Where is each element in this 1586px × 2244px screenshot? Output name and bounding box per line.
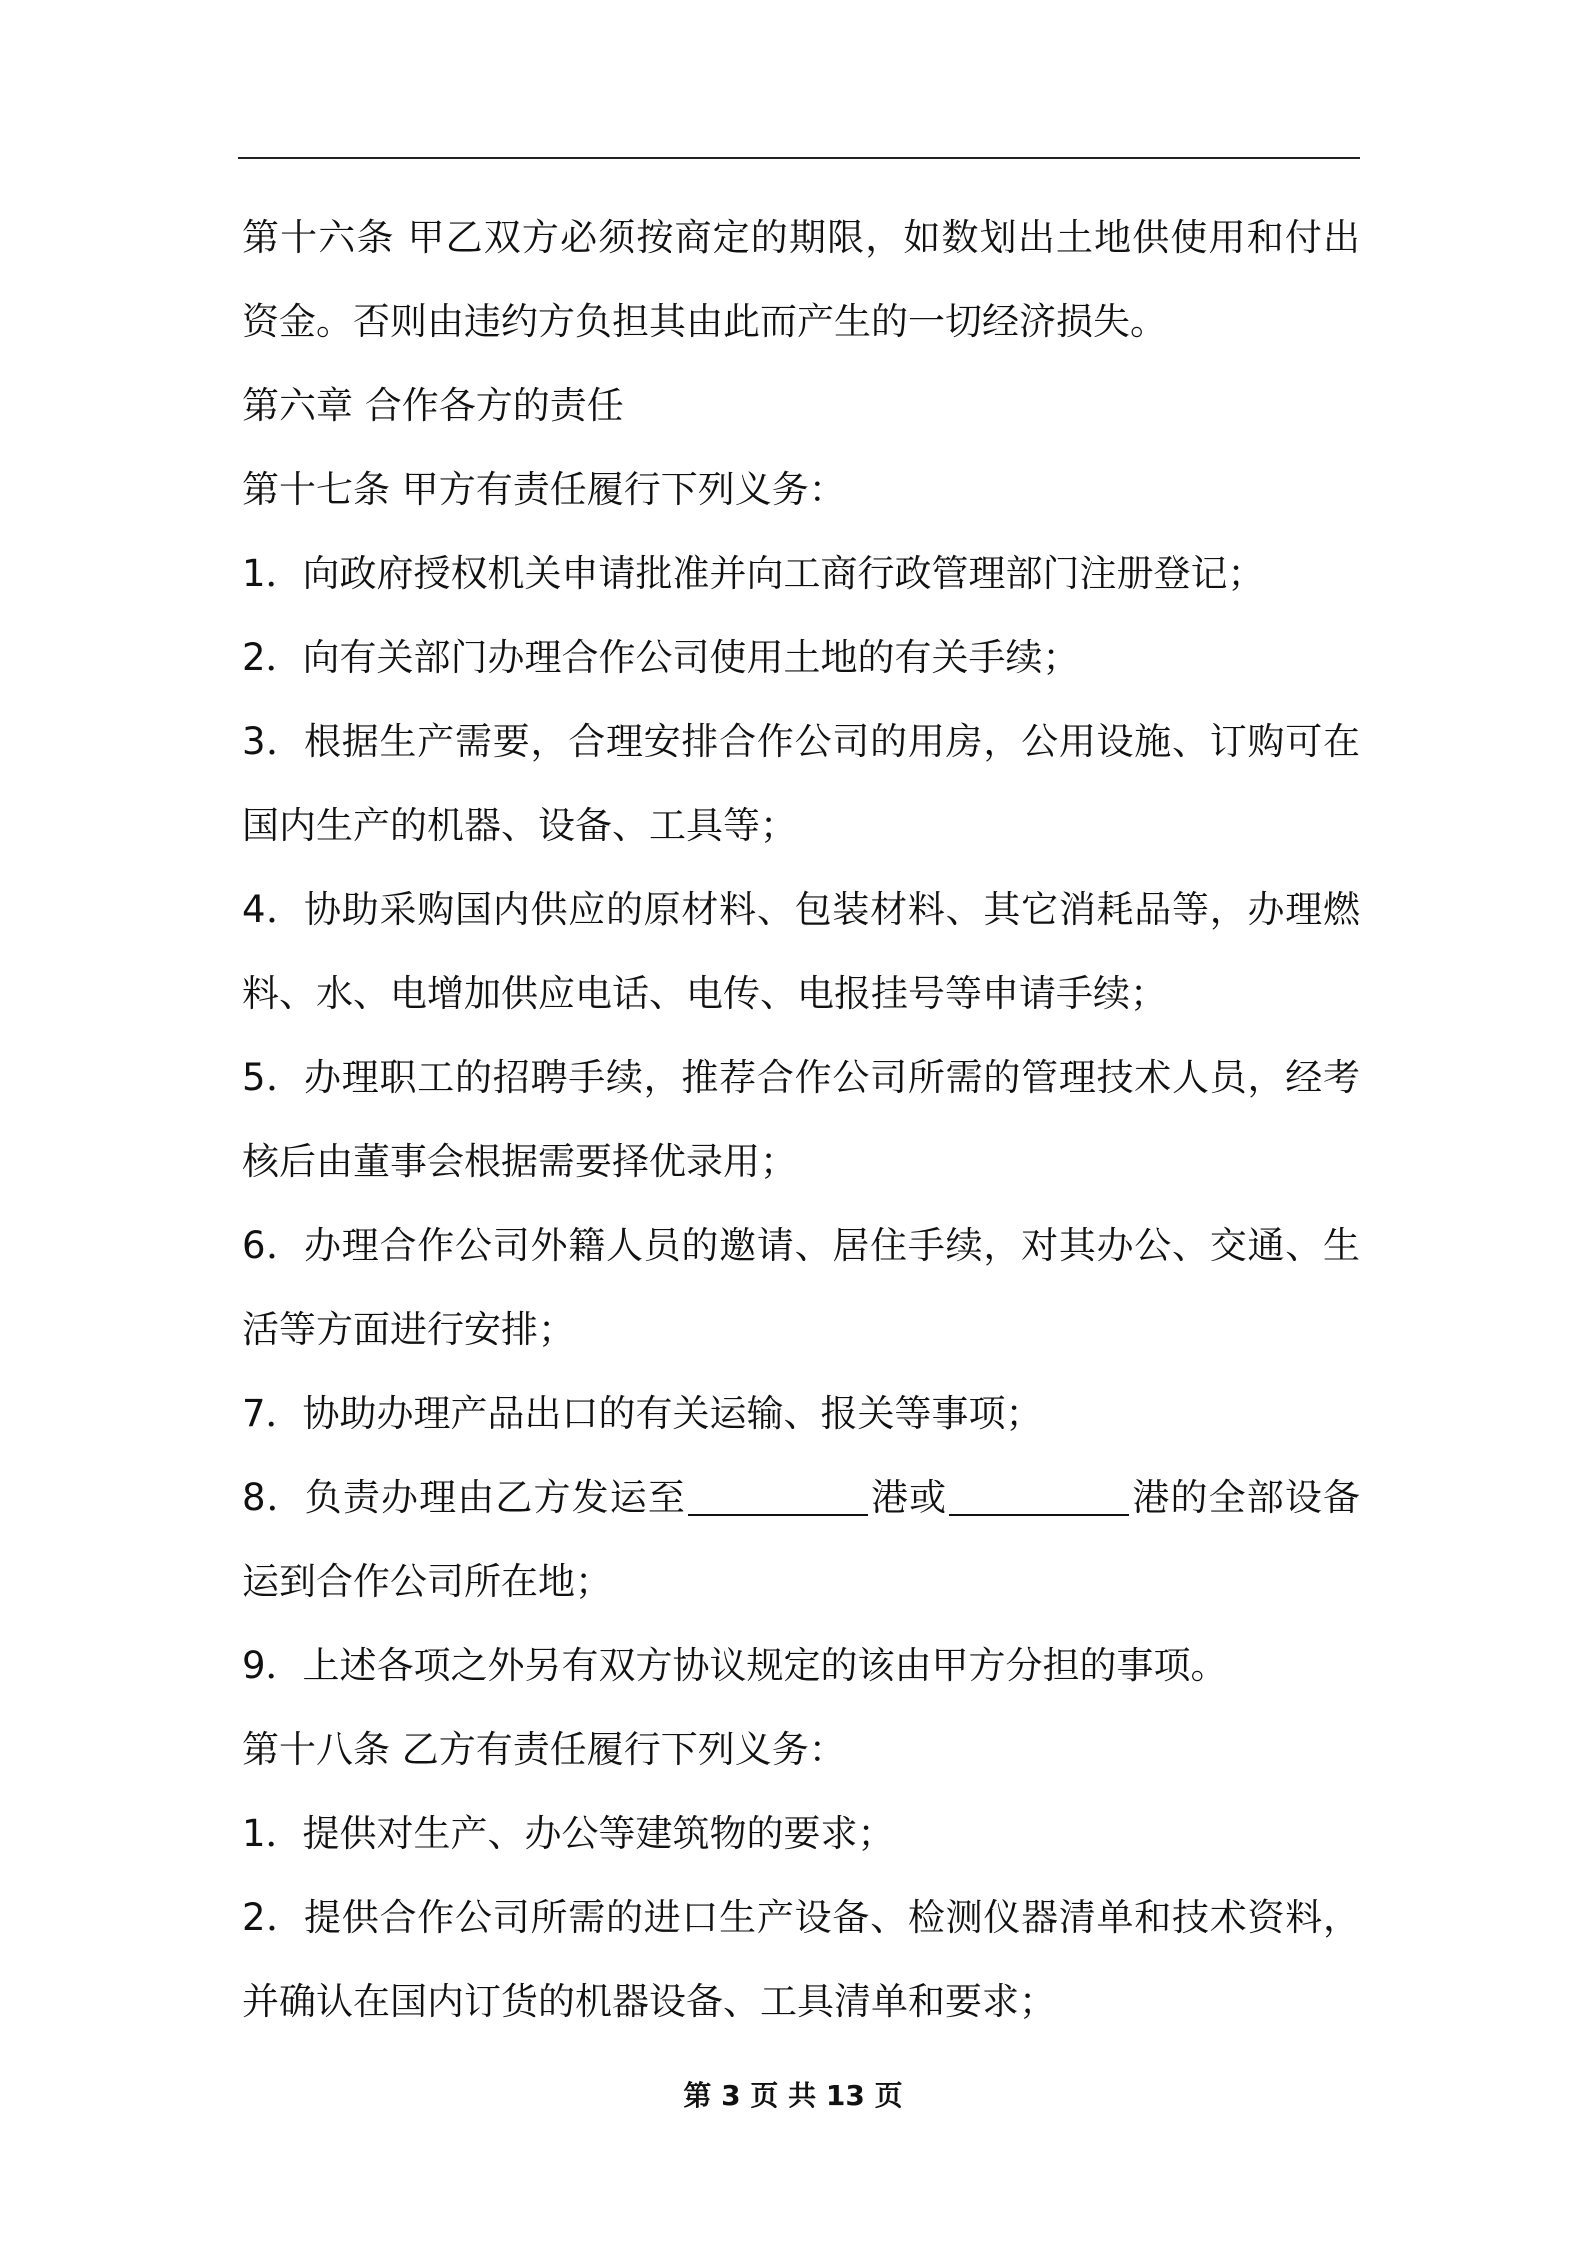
list-item: 6．办理合作公司外籍人员的邀请、居住手续，对其办公、交通、生 [242,1224,1360,1267]
paragraph-line: 国内生产的机器、设备、工具等； [242,804,797,847]
list-item: 9．上述各项之外另有双方协议规定的该由甲方分担的事项。 [242,1644,1228,1687]
paragraph-line: 运到合作公司所在地； [242,1560,612,1603]
article-heading: 第十七条 甲方有责任履行下列义务： [242,468,846,511]
list-item: 4．协助采购国内供应的原材料、包装材料、其它消耗品等，办理燃 [242,888,1360,931]
text-segment: 港或 [869,1476,948,1519]
list-item: 1．提供对生产、办公等建筑物的要求； [242,1812,895,1855]
list-item: 5．办理职工的招聘手续，推荐合作公司所需的管理技术人员，经考 [242,1056,1360,1099]
document-body [242,196,1360,2044]
page-number-footer: 第 3 页 共 13 页 [683,2079,903,2112]
paragraph-line: 资金。否则由违约方负担其由此而产生的一切经济损失。 [242,300,1167,343]
article-heading: 第十八条 乙方有责任履行下列义务： [242,1728,846,1771]
paragraph-line: 料、水、电增加供应电话、电传、电报挂号等申请手续； [242,972,1167,1015]
text-segment: 8．负责办理由乙方发运至 [242,1476,686,1519]
list-item: 2．向有关部门办理合作公司使用土地的有关手续； [242,636,1080,679]
paragraph-line: 第十六条 甲乙双方必须按商定的期限，如数划出土地供使用和付出 [242,216,1360,259]
chapter-heading: 第六章 合作各方的责任 [242,384,624,427]
list-item: 2．提供合作公司所需的进口生产设备、检测仪器清单和技术资料， [242,1896,1360,1939]
paragraph-line: 并确认在国内订货的机器设备、工具清单和要求； [242,1980,1056,2023]
list-item: 7．协助办理产品出口的有关运输、报关等事项； [242,1392,1043,1435]
fill-in-blank [688,1474,868,1516]
list-item-with-blanks [242,1456,1360,1540]
fill-in-blank [949,1474,1129,1516]
list-item: 1．向政府授权机关申请批准并向工商行政管理部门注册登记； [242,552,1265,595]
paragraph-line: 核后由董事会根据需要择优录用； [242,1140,797,1183]
paragraph-line: 活等方面进行安排； [242,1308,575,1351]
list-item: 3．根据生产需要，合理安排合作公司的用房，公用设施、订购可在 [242,720,1360,763]
text-segment: 港的全部设备 [1131,1476,1361,1519]
header-rule [238,157,1360,159]
